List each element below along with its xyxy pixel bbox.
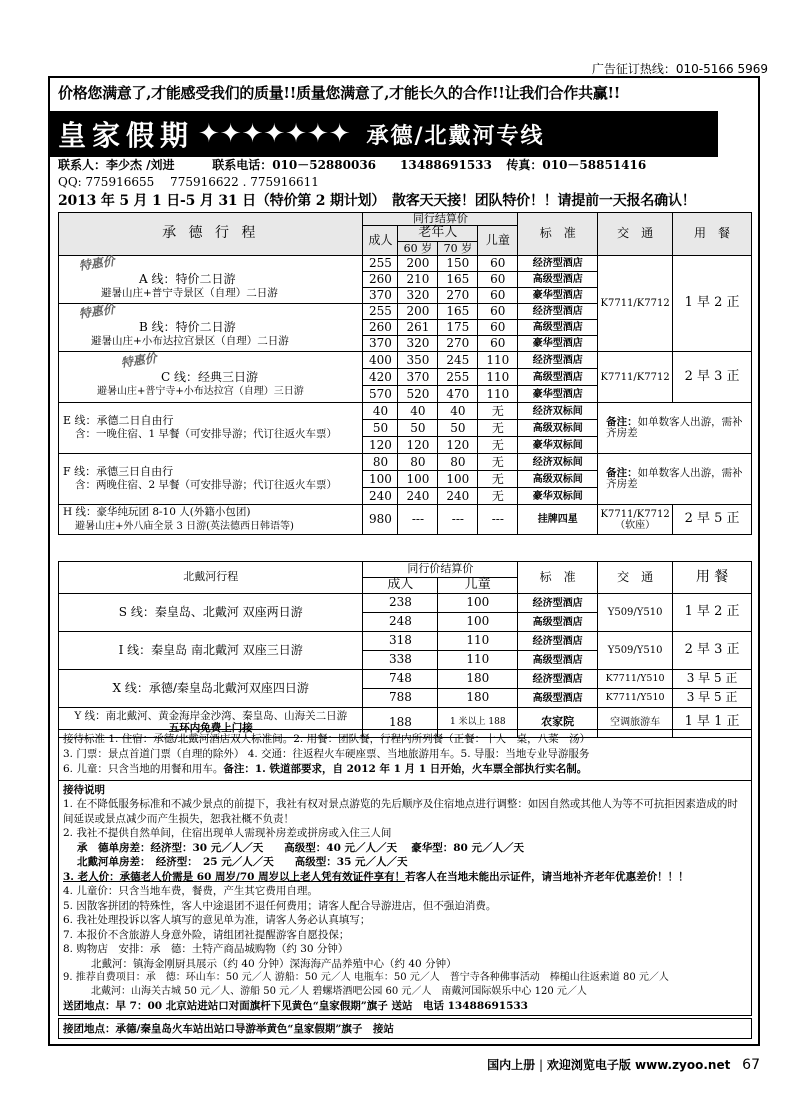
child-price: 无 <box>478 420 518 437</box>
adult-price: 238 <box>363 594 438 613</box>
adult-price: 260 <box>363 272 398 288</box>
beidaihe-price-table <box>58 561 752 738</box>
senior60-price: 50 <box>398 420 438 437</box>
note-item: 8. 购物店 安排：承 德：土特产商品城购物（约 30 分钟） <box>63 943 349 956</box>
meal-i: 2 早 3 正 <box>673 632 752 670</box>
special-price-stamp: 特惠价 <box>119 351 158 371</box>
route-name: B 线：特价二日游 <box>139 319 236 334</box>
age70-header: 70 岁 <box>438 242 478 256</box>
child-price: 无 <box>478 403 518 420</box>
remark-label: 备注： <box>606 466 638 479</box>
senior-note-warning: 若客人在当地未能出示证件，请当地补齐老年优惠差价！！！ <box>405 870 689 883</box>
star-decoration: ✦✦✦✦✦✦✦ <box>198 119 351 149</box>
adult-price: 120 <box>363 437 398 454</box>
standards-line <box>63 762 747 777</box>
footer-site: 欢迎浏览电子版 www.zyoo.net <box>546 1058 731 1072</box>
transport-x: K7711/Y510 <box>598 689 673 708</box>
senior70-price: 175 <box>438 320 478 336</box>
adult-price: 400 <box>363 352 398 369</box>
senior70-price: 40 <box>438 403 478 420</box>
age60-header: 60 岁 <box>398 242 438 256</box>
adult-price: 748 <box>363 670 438 689</box>
child-price: 110 <box>478 386 518 403</box>
adult-price: 80 <box>363 454 398 471</box>
child-price: 60 <box>478 288 518 304</box>
route-desc: 避暑山庄+普宁寺+小布达拉宫（自理）三日游 <box>97 385 304 397</box>
hotel-standard: 经济型酒店 <box>518 594 598 613</box>
senior60-price: 240 <box>398 488 438 505</box>
adult-header: 成人 <box>363 226 398 256</box>
hotel-standard: 经济型酒店 <box>518 670 598 689</box>
table-row <box>59 256 752 272</box>
page-footer <box>487 1056 760 1073</box>
route-h <box>59 505 363 535</box>
remark-label: 备注： <box>606 415 638 428</box>
room-standard: 豪华双标间 <box>518 488 598 505</box>
room-standard: 豪华双标间 <box>518 437 598 454</box>
child-price: 60 <box>478 304 518 320</box>
adult-price: 40 <box>363 403 398 420</box>
senior70-price: 240 <box>438 488 478 505</box>
contact-phone: 联系电话：010－52880036 13488691533 <box>212 158 492 172</box>
table-row <box>59 403 752 420</box>
table-row <box>59 670 752 689</box>
hotel-standard: 高级型酒店 <box>518 272 598 288</box>
remark-text: 如单数客人出游，需补齐房差 <box>606 466 743 491</box>
adult-price: 420 <box>363 369 398 386</box>
adult-price: 255 <box>363 304 398 320</box>
period-headline: 2013 年 5 月 1 日-5 月 31 日（特价第 2 期计划） 散客天天接！团队特价！！请提前一天报名确认！ <box>58 193 696 209</box>
adult-price: 240 <box>363 488 398 505</box>
adult-price: 100 <box>363 471 398 488</box>
child-price: 60 <box>478 272 518 288</box>
adult-price: 338 <box>363 651 438 670</box>
table-row <box>59 505 752 535</box>
bdh-transport-header: 交 通 <box>598 562 673 594</box>
notes-title: 接待说明 <box>63 784 105 796</box>
senior70-price: 270 <box>438 336 478 352</box>
route-x <box>59 670 363 708</box>
adult-price: 980 <box>363 505 398 535</box>
standard-header: 标 准 <box>518 213 598 256</box>
senior60-price: 120 <box>398 437 438 454</box>
meal-x: 3 早 5 正 <box>673 670 752 689</box>
table-row <box>59 352 752 369</box>
standards-line: 3. 门票：景点首道门票（自理的除外） 4. 交通：往返程火车硬座票、当地旅游用车。5. 导服：当地专业导游服务 <box>63 748 590 761</box>
adult-price: 260 <box>363 320 398 336</box>
settle-header: 同行结算价 <box>363 213 518 226</box>
route-s <box>59 594 363 632</box>
senior60-price: 100 <box>398 471 438 488</box>
hotel-standard: 挂牌四星 <box>518 505 598 535</box>
child-price: 1 米以上 188 <box>438 708 518 738</box>
child-price: 60 <box>478 336 518 352</box>
note-item: 5. 因散客拼团的特殊性，客人中途退团不退任何费用；请客人配合导游进店，但不强迫消费。 <box>63 899 497 912</box>
route-name: X 线：承德/秦皇岛北戴河双座四日游 <box>112 680 309 695</box>
contact-persons: 联系人：李少杰 /刘进 <box>58 158 175 172</box>
transport-s: Y509/Y510 <box>598 594 673 632</box>
route-header: 承 德 行 程 <box>59 213 363 256</box>
senior60-price: 320 <box>398 288 438 304</box>
senior60-price: 80 <box>398 454 438 471</box>
reception-notes <box>58 780 752 1016</box>
table-row <box>59 632 752 651</box>
brand-name: 皇家假期 <box>58 119 195 152</box>
transport-y: 空调旅游车 <box>598 708 673 738</box>
senior70-price: 255 <box>438 369 478 386</box>
room-standard: 经济双标间 <box>518 454 598 471</box>
table-row <box>59 454 752 471</box>
note-item: 6. 我社处理投诉以客人填写的意见单为准，请客人务必认真填写； <box>63 914 371 927</box>
hotel-standard: 经济型酒店 <box>518 352 598 369</box>
child-price: 180 <box>438 689 518 708</box>
bdh-meal-header: 用 餐 <box>673 562 752 594</box>
bdh-adult-header: 成人 <box>363 578 438 594</box>
route-desc: 避暑山庄+普宁寺景区（自理）二日游 <box>101 287 278 299</box>
room-standard: 经济双标间 <box>518 403 598 420</box>
senior70-price: 150 <box>438 256 478 272</box>
route-name: H 线：豪华纯玩团 8-10 人(外籍小包团) <box>63 506 251 519</box>
transport-x: K7711/Y510 <box>598 670 673 689</box>
hotel-standard: 豪华型酒店 <box>518 288 598 304</box>
child-price: 110 <box>438 632 518 651</box>
child-price: 110 <box>478 352 518 369</box>
route-name: C 线：经典三日游 <box>161 369 258 384</box>
adult-price: 248 <box>363 613 438 632</box>
child-price: 100 <box>438 613 518 632</box>
hotel-standard: 农家院 <box>518 708 598 738</box>
child-price: 无 <box>478 488 518 505</box>
child-note: 6. 儿童：只含当地的用餐和用车。 <box>63 763 224 776</box>
transport-h: K7711/K7712（软座） <box>598 505 673 535</box>
route-desc: 避暑山庄+小布达拉宫景区（自理）二日游 <box>91 335 289 347</box>
bdh-child-header: 儿童 <box>438 578 518 594</box>
slogan: 价格您满意了,才能感受我们的质量!!质量您满意了,才能长久的合作!!让我们合作共赢!! <box>58 84 621 102</box>
senior70-price: 245 <box>438 352 478 369</box>
senior70-price: 165 <box>438 272 478 288</box>
route-name: E 线：承德二日自由行 <box>63 414 174 428</box>
child-price: 无 <box>478 437 518 454</box>
chengde-price-table <box>58 212 752 535</box>
meal-ab: 1 早 2 正 <box>673 256 752 352</box>
route-desc: 含：一晚住宿、1 早餐（可安排导游；代订往返火车票） <box>75 428 338 441</box>
route-name: Y 线：南北戴河、黄金海岸金沙湾、秦皇岛、山海关二日游 <box>74 709 348 722</box>
senior60-price: 40 <box>398 403 438 420</box>
child-price: 无 <box>478 454 518 471</box>
special-price-stamp: 特惠价 <box>77 301 116 321</box>
brand-banner <box>50 111 718 157</box>
child-price: 60 <box>478 320 518 336</box>
senior-note: 3. 老人价：承德老人价需是 60 周岁/70 周岁以上老人凭有效证件享有！ <box>63 870 406 883</box>
contact-fax: 传真：010－58851416 <box>506 158 647 172</box>
adult-price: 188 <box>363 708 438 738</box>
senior-header: 老年人 <box>398 226 478 242</box>
room-standard: 高级双标间 <box>518 420 598 437</box>
child-price: 110 <box>438 651 518 670</box>
bdh-settle-header: 同行价结算价 <box>363 562 518 578</box>
pickup-location: 接团地点：承德/秦皇岛火车站出站口导游举黄色“皇家假期”旗子 接站 <box>58 1018 752 1039</box>
child-header: 儿童 <box>478 226 518 256</box>
route-sub: 五环内免费上门接 <box>168 721 253 734</box>
note-item: 1. 在不降低服务标准和不减少景点的前提下，我社有权对景点游览的先后顺序及住宿地点进行调整：如因自然或其他人为等不可抗拒因素造成的时间延误或景点减少而产生损失，恕我社概不负责！ <box>63 798 738 825</box>
senior60-price: 320 <box>398 336 438 352</box>
transport-ab: K7711/K7712 <box>598 256 673 352</box>
hotel-standard: 经济型酒店 <box>518 632 598 651</box>
child-price: 180 <box>438 670 518 689</box>
remark-text: 如单数客人出游，需补齐房差 <box>606 415 743 440</box>
adult-price: 50 <box>363 420 398 437</box>
meal-h: 2 早 5 正 <box>673 505 752 535</box>
route-i <box>59 632 363 670</box>
qq-numbers: QQ: 775916655 775916622 . 775916611 <box>58 175 319 189</box>
hotel-standard: 高级型酒店 <box>518 369 598 386</box>
route-name: I 线：秦皇岛 南北戴河 双座三日游 <box>118 642 303 657</box>
note-item: 北戴河：山海关古城 50 元／人、游船 50 元／人 碧螺塔酒吧公园 60 元／人 南戴河国际娱乐中心 120 元／人 <box>91 986 587 998</box>
note-item: 承 德单房差：经济型：30 元／人／天 高级型：40 元／人／天 豪华型：80 元／人／天 <box>77 841 524 854</box>
transport-i: Y509/Y510 <box>598 632 673 670</box>
page-number: 67 <box>742 1057 760 1073</box>
child-price: 无 <box>478 471 518 488</box>
note-item: 4. 儿童价：只含当地车费，餐费，产生其它费用自理。 <box>63 885 318 898</box>
hotel-standard: 高级型酒店 <box>518 613 598 632</box>
senior60-price: 350 <box>398 352 438 369</box>
meal-y: 1 早 1 正 <box>673 708 752 738</box>
adult-price: 255 <box>363 256 398 272</box>
meal-s: 1 早 2 正 <box>673 594 752 632</box>
senior70-price: 470 <box>438 386 478 403</box>
meal-x: 3 早 5 正 <box>673 689 752 708</box>
note-item: 9. 推荐自费项目：承 德：环山车：50 元／人 游船：50 元／人 电瓶车：50 元／人 普宁寺各种佛事活动 棒槌山往返索道 80 元／人 <box>63 972 669 984</box>
adult-price: 370 <box>363 336 398 352</box>
hotel-standard: 经济型酒店 <box>518 304 598 320</box>
meal-header: 用 餐 <box>673 213 752 256</box>
route-e <box>59 403 363 454</box>
footer-book: 国内上册 <box>487 1058 536 1072</box>
service-standards <box>58 729 752 781</box>
senior60-price: --- <box>398 505 438 535</box>
send-off-location: 送团地点：早 7：00 北京站进站口对面旗杆下见黄色“皇家假期”旗子 送站 电话 13488691533 <box>63 999 528 1012</box>
banner-route: 承德/北戴河专线 <box>366 122 545 149</box>
ad-hotline: 广告征订热线：010-5166 5969 <box>591 62 768 76</box>
hotel-standard: 高级型酒店 <box>518 689 598 708</box>
route-name: S 线：秦皇岛、北戴河 双座两日游 <box>118 604 303 619</box>
remark-f <box>598 454 752 505</box>
hotel-standard: 高级型酒店 <box>518 320 598 336</box>
bdh-route-header: 北戴河行程 <box>59 562 363 594</box>
route-name: A 线：特价二日游 <box>139 271 236 286</box>
hotel-standard: 经济型酒店 <box>518 256 598 272</box>
senior70-price: 120 <box>438 437 478 454</box>
standards-line: 接待标准 1. 住宿：承德/北戴河酒店双人标准间。2. 用餐：团队餐，行程内所列餐（正餐：十人一桌，八菜一汤） <box>63 733 591 745</box>
adult-price: 370 <box>363 288 398 304</box>
note-item: 北戴河单房差： 经济型： 25 元／人／天 高级型：35 元／人／天 <box>77 856 408 869</box>
senior70-price: 270 <box>438 288 478 304</box>
senior60-price: 210 <box>398 272 438 288</box>
senior70-price: 165 <box>438 304 478 320</box>
note-item: 7. 本报价不含旅游人身意外险，请组团社提醒游客自愿投保； <box>63 928 350 941</box>
child-price: 100 <box>438 594 518 613</box>
note-item: 2. 我社不提供自然单间，住宿出现单人需现补房差或拼房或入住三人间 <box>63 827 392 840</box>
route-desc: 含：两晚住宿、2 早餐（可安排导游；代订往返火车票） <box>75 479 338 492</box>
room-standard: 高级双标间 <box>518 471 598 488</box>
table-row <box>59 594 752 613</box>
hotel-standard: 豪华型酒店 <box>518 386 598 403</box>
note-item <box>63 870 747 884</box>
route-c <box>59 352 363 403</box>
senior70-price: 50 <box>438 420 478 437</box>
senior60-price: 520 <box>398 386 438 403</box>
hotel-standard: 高级型酒店 <box>518 651 598 670</box>
senior60-price: 200 <box>398 304 438 320</box>
meal-c: 2 早 3 正 <box>673 352 752 403</box>
contact-line <box>58 156 646 173</box>
child-price: --- <box>478 505 518 535</box>
transport-header: 交 通 <box>598 213 673 256</box>
footer-divider: | <box>538 1058 547 1072</box>
adult-price: 318 <box>363 632 438 651</box>
adult-price: 570 <box>363 386 398 403</box>
special-price-stamp: 特惠价 <box>77 253 116 273</box>
bdh-standard-header: 标 准 <box>518 562 598 594</box>
senior70-price: 100 <box>438 471 478 488</box>
route-f <box>59 454 363 505</box>
senior70-price: 80 <box>438 454 478 471</box>
senior60-price: 200 <box>398 256 438 272</box>
route-desc: 避暑山庄+外八庙全景 3 日游(英法德西日韩语等) <box>75 520 294 532</box>
senior60-price: 370 <box>398 369 438 386</box>
hotel-standard: 豪华型酒店 <box>518 336 598 352</box>
child-price: 110 <box>478 369 518 386</box>
senior60-price: 261 <box>398 320 438 336</box>
note-item: 北戴河：镇海金刚厨具展示（约 40 分钟）深海海产品养殖中心（约 40 分钟） <box>91 957 457 970</box>
senior70-price: --- <box>438 505 478 535</box>
remark-e <box>598 403 752 454</box>
transport-c: K7711/K7712 <box>598 352 673 403</box>
adult-price: 788 <box>363 689 438 708</box>
child-price: 60 <box>478 256 518 272</box>
route-name: F 线：承德三日自由行 <box>63 465 174 479</box>
ticket-note: 备注：1. 铁道部要求，自 2012 年 1 月 1 日开始，火车票全部执行实名制。 <box>223 763 588 776</box>
